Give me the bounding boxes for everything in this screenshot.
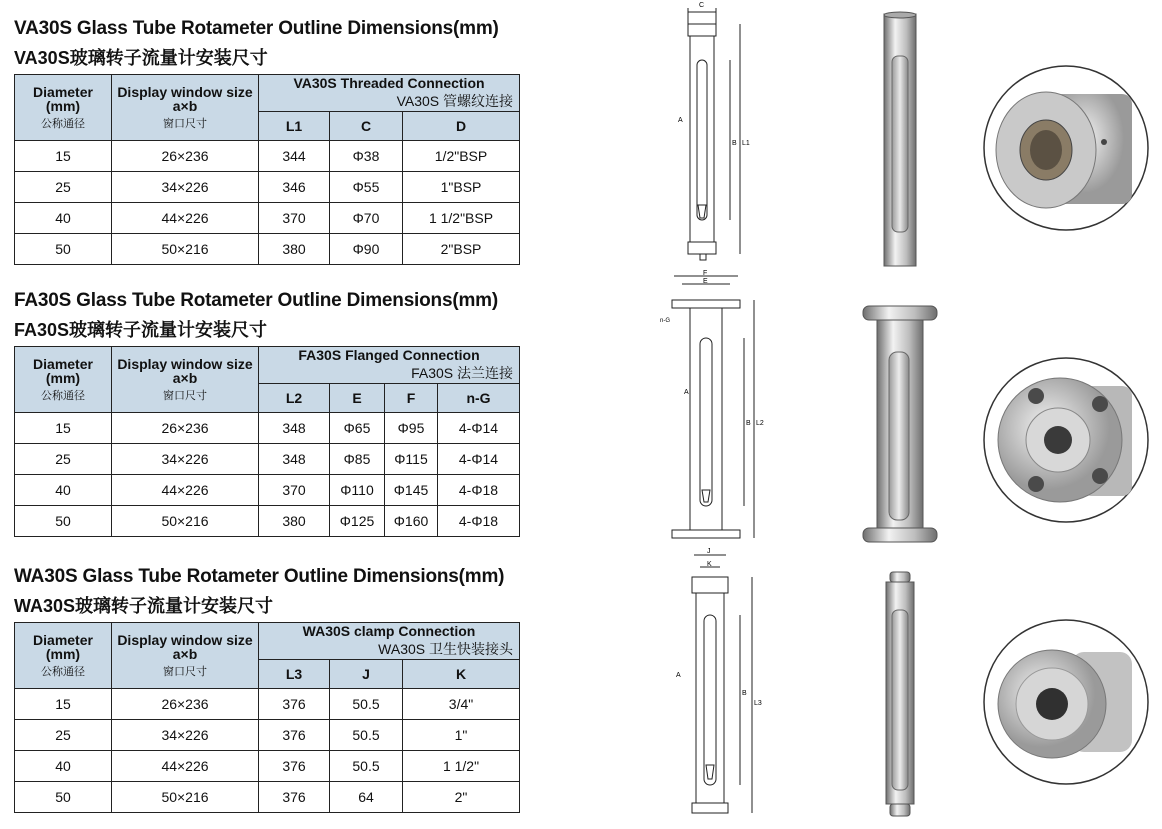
table-cell: 4-Φ14 (438, 413, 520, 444)
table-cell: 2" (403, 782, 520, 813)
dim-label: B (746, 420, 751, 427)
va30s-title-en: VA30S Glass Tube Rotameter Outline Dimensions(mm) (14, 18, 499, 39)
table-cell: 376 (259, 782, 330, 813)
threaded-connection-closeup (982, 64, 1150, 232)
col-header: E (330, 384, 385, 413)
table-cell: 25 (15, 720, 112, 751)
wa30s-drawing (670, 545, 770, 825)
table-cell: Φ160 (385, 506, 438, 537)
flanged-connection-closeup (982, 356, 1150, 524)
table-row (15, 444, 520, 475)
connection-header (259, 623, 520, 660)
wa30s-title-en: WA30S Glass Tube Rotameter Outline Dimensions(mm) (14, 566, 505, 587)
table-cell: 15 (15, 141, 112, 172)
table-cell: 4-Φ14 (438, 444, 520, 475)
va30s-section (14, 18, 520, 265)
table-cell: 40 (15, 203, 112, 234)
table-cell: 64 (330, 782, 403, 813)
table-cell: 348 (259, 413, 330, 444)
col-header: K (403, 660, 520, 689)
dim-label: L2 (756, 420, 764, 427)
diameter-cn-label: 公称通径 (41, 389, 85, 402)
dim-label: A (676, 672, 681, 679)
dim-label: C (699, 2, 705, 9)
wa30s-section (14, 566, 520, 813)
table-cell: 34×226 (112, 172, 259, 203)
table-cell: 370 (259, 203, 330, 234)
table-row (15, 475, 520, 506)
va30s-drawing (670, 0, 760, 270)
connection-cn-label: VA30S 管螺纹连接 (396, 93, 513, 109)
dim-label: A (684, 389, 689, 396)
connection-header (259, 75, 520, 112)
table-cell: 25 (15, 444, 112, 475)
display-label: Display window size a×b (117, 83, 253, 114)
connection-label: WA30S clamp Connection (302, 623, 476, 639)
dim-label: A (678, 117, 683, 124)
table-cell: 50.5 (330, 751, 403, 782)
dim-label: J (707, 548, 711, 555)
fa30s-title-en: FA30S Glass Tube Rotameter Outline Dimensions(mm) (14, 290, 498, 311)
diameter-cn-label: 公称通径 (41, 665, 85, 678)
col-header: L2 (259, 384, 330, 413)
table-row (15, 689, 520, 720)
va30s-product-photo (870, 10, 930, 272)
fa30s-table (14, 346, 520, 537)
table-cell: Φ70 (330, 203, 403, 234)
dim-label: E (703, 278, 708, 285)
fa30s-drawing (660, 270, 770, 550)
fa30s-section (14, 290, 520, 537)
fa30s-title-cn: FA30S玻璃转子流量计安装尺寸 (14, 320, 268, 340)
table-row (15, 413, 520, 444)
diameter-header (15, 347, 112, 413)
table-cell: 370 (259, 475, 330, 506)
table-cell: 40 (15, 751, 112, 782)
table-cell: 1 1/2" (403, 751, 520, 782)
display-label: Display window size a×b (117, 631, 253, 662)
table-cell: 26×236 (112, 689, 259, 720)
table-cell: 34×226 (112, 720, 259, 751)
table-row (15, 751, 520, 782)
connection-label: VA30S Threaded Connection (293, 75, 485, 91)
display-cn-label: 窗口尺寸 (163, 117, 207, 130)
diameter-label: Diameter (mm) (33, 83, 93, 114)
col-header: L1 (259, 112, 330, 141)
col-header: J (330, 660, 403, 689)
table-cell: Φ125 (330, 506, 385, 537)
connection-cn-label: WA30S 卫生快装接头 (378, 641, 513, 657)
wa30s-table (14, 622, 520, 813)
diameter-cn-label: 公称通径 (41, 117, 85, 130)
display-header (112, 347, 259, 413)
wa30s-product-photo (870, 570, 930, 820)
table-cell: 26×236 (112, 141, 259, 172)
table-cell: 50 (15, 506, 112, 537)
table-row (15, 720, 520, 751)
col-header: L3 (259, 660, 330, 689)
display-header (112, 75, 259, 141)
diameter-header (15, 623, 112, 689)
table-cell: 376 (259, 751, 330, 782)
table-cell: 376 (259, 720, 330, 751)
connection-header (259, 347, 520, 384)
table-cell: 50 (15, 782, 112, 813)
table-cell: 50×216 (112, 234, 259, 265)
va30s-table (14, 74, 520, 265)
diameter-label: Diameter (mm) (33, 355, 93, 386)
table-cell: 344 (259, 141, 330, 172)
col-header: D (403, 112, 520, 141)
display-header (112, 623, 259, 689)
table-cell: 348 (259, 444, 330, 475)
dim-label: B (742, 690, 747, 697)
table-cell: 26×236 (112, 413, 259, 444)
display-cn-label: 窗口尺寸 (163, 389, 207, 402)
table-row (15, 172, 520, 203)
clamp-connection-closeup (982, 618, 1150, 786)
col-header: n-G (438, 384, 520, 413)
display-cn-label: 窗口尺寸 (163, 665, 207, 678)
table-cell: 346 (259, 172, 330, 203)
wa30s-title-cn: WA30S玻璃转子流量计安装尺寸 (14, 596, 274, 616)
table-cell: Φ65 (330, 413, 385, 444)
table-row (15, 203, 520, 234)
table-cell: 1/2"BSP (403, 141, 520, 172)
table-cell: Φ85 (330, 444, 385, 475)
diameter-label: Diameter (mm) (33, 631, 93, 662)
table-cell: 44×226 (112, 203, 259, 234)
table-row (15, 506, 520, 537)
table-cell: 15 (15, 413, 112, 444)
connection-cn-label: FA30S 法兰连接 (411, 365, 513, 381)
table-cell: 50×216 (112, 506, 259, 537)
table-cell: 376 (259, 689, 330, 720)
table-cell: 4-Φ18 (438, 475, 520, 506)
table-cell: 380 (259, 234, 330, 265)
table-cell: Φ115 (385, 444, 438, 475)
display-label: Display window size a×b (117, 355, 253, 386)
dim-label: L3 (754, 700, 762, 707)
table-row (15, 141, 520, 172)
table-cell: 380 (259, 506, 330, 537)
col-header: C (330, 112, 403, 141)
table-cell: 25 (15, 172, 112, 203)
dim-label: K (707, 561, 712, 568)
table-cell: 15 (15, 689, 112, 720)
table-cell: 50×216 (112, 782, 259, 813)
table-row (15, 234, 520, 265)
dim-label: L1 (742, 140, 750, 147)
col-header: F (385, 384, 438, 413)
table-cell: Φ95 (385, 413, 438, 444)
table-cell: 50 (15, 234, 112, 265)
table-cell: 44×226 (112, 475, 259, 506)
table-cell: 1 1/2"BSP (403, 203, 520, 234)
table-cell: Φ38 (330, 141, 403, 172)
table-cell: 40 (15, 475, 112, 506)
table-cell: 44×226 (112, 751, 259, 782)
dim-label: n-G (660, 318, 671, 324)
table-cell: 1" (403, 720, 520, 751)
table-cell: 50.5 (330, 720, 403, 751)
diameter-header (15, 75, 112, 141)
connection-label: FA30S Flanged Connection (298, 347, 480, 363)
table-cell: Φ90 (330, 234, 403, 265)
table-cell: 1"BSP (403, 172, 520, 203)
table-cell: Φ145 (385, 475, 438, 506)
table-cell: Φ110 (330, 475, 385, 506)
table-row (15, 782, 520, 813)
table-cell: 34×226 (112, 444, 259, 475)
dim-label: B (732, 140, 737, 147)
table-cell: Φ55 (330, 172, 403, 203)
table-cell: 2"BSP (403, 234, 520, 265)
fa30s-product-photo (855, 300, 945, 550)
dim-label: F (703, 270, 708, 277)
table-cell: 3/4" (403, 689, 520, 720)
table-cell: 4-Φ18 (438, 506, 520, 537)
table-cell: 50.5 (330, 689, 403, 720)
va30s-title-cn: VA30S玻璃转子流量计安装尺寸 (14, 48, 268, 68)
